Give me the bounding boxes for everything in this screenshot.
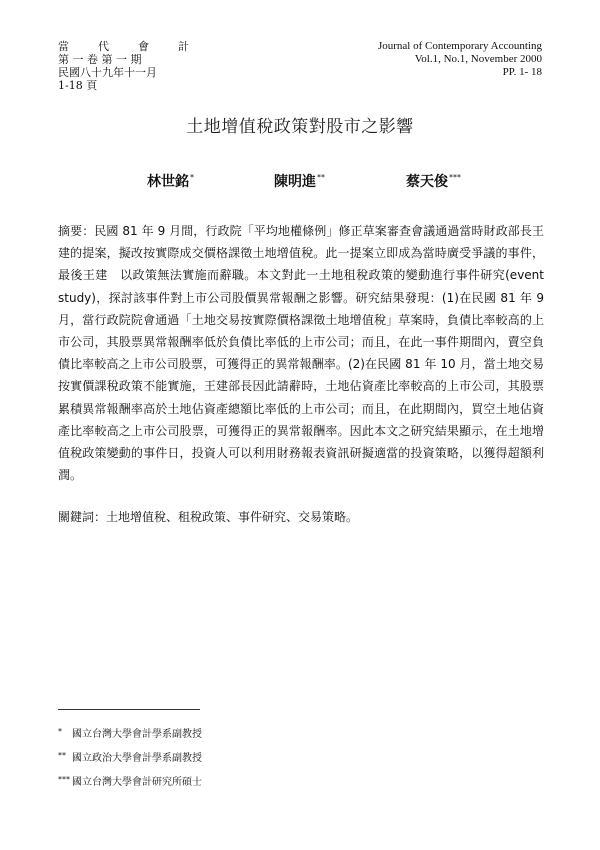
footnote-divider (58, 709, 200, 710)
footnote (58, 725, 202, 749)
journal-date-zh: 民國八十九年十一月 (58, 66, 157, 79)
author-footnote-mark: * (190, 173, 194, 182)
paper-title: 土地增值稅政策對股市之影響 (186, 117, 414, 137)
author-name: 蔡天俊 (406, 174, 448, 190)
footnote-mark: ** (58, 751, 66, 760)
keywords: 關鍵詞：土地增值稅、租稅政策、事件研究、交易策略。 (58, 510, 359, 524)
footnote (58, 773, 202, 797)
footnote-mark: *** (58, 775, 70, 784)
journal-header-english (378, 40, 542, 79)
footnotes (58, 725, 202, 797)
journal-issue-zh: 第 一 卷 第 一 期 (58, 53, 142, 66)
journal-issue-en: Vol.1, No.1, November 2000 (414, 53, 542, 65)
journal-name-en: Journal of Contemporary Accounting (377, 40, 542, 52)
journal-name-zh: 當 代 會 計 (58, 40, 198, 53)
abstract-text: 摘要：民國 81 年 9 月間，行政院「平均地權條例」修正草案審查會議通過當時財政部長王建的提案，擬改按實際成交價格課徵土地增值稅。此一提案立即成為當時廣受爭議的事件，最後王建 以政策無法實施而辭職。本文對此一土地租稅政策的變動進行事件研究(event study)，探討該事件對上市公司股價異常報酬之影響。研究結果發現：(1)在民國 81 年 9 月，當行政院院會通過「土地交易按實際價格課徵土地增值稅」草案時，負債比率較高的上市公司，其股票異常報酬率低於負債比率低的上市公司；而且，在此一事件期間內，賣空負債比率較高之上市公司股票，可獲得正的異常報酬率。(2)在民國 81 年 10 月，當土地交易按實價課稅政策不能實施，王建部長因此請辭時，土地佔資產比率較高的上市公司，其股票累積異常報酬率高於土地佔資產總額比率低的上市公司；而且，在此期間內，買空土地佔資產比率較高之上市公司股票，可獲得正的異常報酬率。因此本文之研究結果顯示，在土地增值稅政策變動的事件日，投資人可以利用財務報表資訊研擬適當的投資策略，以獲得超額利潤。 (58, 224, 544, 483)
author-name: 陳明進 (274, 174, 316, 190)
footnote-text: 國立政治大學會計學系副教授 (72, 753, 202, 764)
author-1 (147, 171, 194, 191)
author-footnote-mark: ** (317, 173, 325, 182)
journal-pages-en: PP. 1- 18 (502, 66, 542, 78)
footnote-text: 國立台灣大學會計研究所碩士 (72, 777, 202, 788)
journal-header-chinese (58, 40, 198, 92)
journal-pages-zh: 1-18 頁 (58, 79, 98, 92)
author-name: 林世銘 (147, 174, 189, 190)
author-3 (406, 171, 461, 191)
abstract-section (58, 220, 544, 486)
author-footnote-mark: *** (449, 173, 461, 182)
footnote (58, 749, 202, 773)
author-2 (274, 171, 325, 191)
footnote-text: 國立台灣大學會計學系副教授 (72, 729, 202, 740)
footnote-mark: * (58, 727, 62, 736)
